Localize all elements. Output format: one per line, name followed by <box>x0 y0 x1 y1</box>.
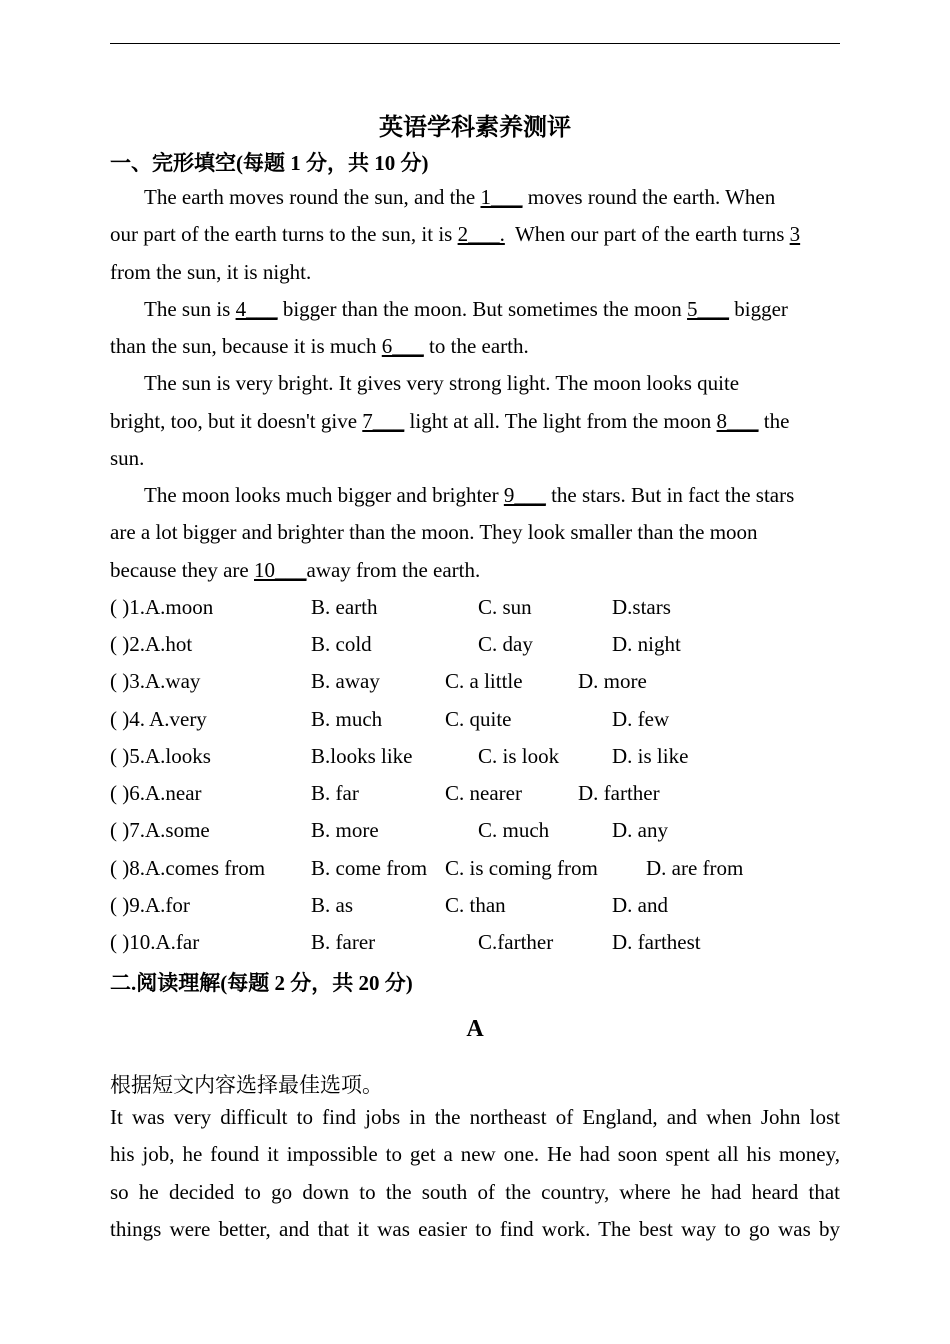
option-d: D. farthest <box>612 930 701 954</box>
option-b: B. earth <box>311 595 378 619</box>
option-c: C. sun <box>478 595 532 619</box>
option-b: B. away <box>311 669 380 693</box>
question-stem: ( )7.A.some <box>110 818 210 842</box>
option-c: C.farther <box>478 930 554 954</box>
question-stem: ( )3.A.way <box>110 669 201 693</box>
reading-line: things were better, and that it was easier to find work. The best way to go was by <box>110 1217 840 1241</box>
option-c: C. day <box>478 632 533 656</box>
question-stem: ( )5.A.looks <box>110 744 211 768</box>
blank: 2___. <box>457 222 505 246</box>
option-c: C. a little <box>445 669 523 693</box>
option-b: B. as <box>311 893 353 917</box>
blank: 3 <box>789 222 801 246</box>
passage-line: sun. <box>110 446 145 470</box>
option-b: B. much <box>311 707 383 731</box>
passage-line: The sun is very bright. It gives very strong light. The moon looks quite <box>144 371 740 395</box>
passage-line: our part of the earth turns to the sun, it is 2___. When our part of the earth turns 3 <box>110 222 801 246</box>
passage-line: from the sun, it is night. <box>110 260 312 284</box>
option-d: D. and <box>612 893 668 917</box>
question-stem: ( )8.A.comes from <box>110 856 266 880</box>
option-b: B. far <box>311 781 359 805</box>
blank: 5___ <box>687 297 730 321</box>
passage-label: A <box>466 1016 484 1042</box>
reading-line: so he decided to go down to the south of the country, where he had heard that <box>110 1180 840 1204</box>
passage-line: The sun is 4___ bigger than the moon. But sometimes the moon 5___ bigger <box>144 297 788 321</box>
page-title: 英语学科素养测评 <box>379 115 571 141</box>
blank: 4___ <box>235 297 278 321</box>
option-d: D.stars <box>612 595 671 619</box>
passage-line: than the sun, because it is much 6___ to the earth. <box>110 334 529 358</box>
question-stem: ( )10.A.far <box>110 930 200 954</box>
option-c: C. nearer <box>445 781 522 805</box>
option-d: D. any <box>612 818 668 842</box>
section-heading-reading: 二.阅读理解(每题 2 分，共 20 分) <box>110 971 413 995</box>
option-d: D. night <box>612 632 681 656</box>
option-b: B. cold <box>311 632 372 656</box>
question-stem: ( )6.A.near <box>110 781 202 805</box>
blank: 6___ <box>381 334 424 358</box>
passage-line: are a lot bigger and brighter than the moon. They look smaller than the moon <box>110 520 758 544</box>
option-b: B.looks like <box>311 744 413 768</box>
option-c: C. quite <box>445 707 512 731</box>
question-stem: ( )1.A.moon <box>110 595 214 619</box>
option-b: B. come from <box>311 856 428 880</box>
passage-line: because they are 10___away from the earth. <box>110 558 481 582</box>
blank: 8___ <box>716 409 759 433</box>
passage-line: bright, too, but it doesn't give 7___ light at all. The light from the moon 8___ the <box>110 409 790 433</box>
option-d: D. farther <box>578 781 660 805</box>
option-d: D. is like <box>612 744 689 768</box>
option-c: C. than <box>445 893 506 917</box>
option-b: B. farer <box>311 930 376 954</box>
option-c: C. is look <box>478 744 560 768</box>
reading-line: his job, he found it impossible to get a new one. He had soon spent all his money, <box>110 1142 840 1166</box>
question-stem: ( )2.A.hot <box>110 632 193 656</box>
question-stem: ( )9.A.for <box>110 893 190 917</box>
option-d: D. are from <box>646 856 744 880</box>
option-d: D. few <box>612 707 670 731</box>
question-stem: ( )4. A.very <box>110 707 207 731</box>
option-d: D. more <box>578 669 647 693</box>
section-heading-cloze: 一、完形填空(每题 1 分，共 10 分) <box>110 151 429 175</box>
blank: 1___ <box>480 185 523 209</box>
option-c: C. is coming from <box>445 856 598 880</box>
blank: 9___ <box>503 483 546 507</box>
passage-line: The earth moves round the sun, and the 1___ moves round the earth. When <box>144 185 776 209</box>
blank: 10___ <box>254 558 307 582</box>
blank: 7___ <box>362 409 405 433</box>
passage-line: The moon looks much bigger and brighter 9___ the stars. But in fact the stars <box>144 483 795 507</box>
option-c: C. much <box>478 818 550 842</box>
reading-line: It was very difficult to find jobs in the northeast of England, and when John lost <box>110 1105 840 1129</box>
option-b: B. more <box>311 818 379 842</box>
header-rule <box>110 43 840 44</box>
instruction-text: 根据短文内容选择最佳选项。 <box>110 1073 383 1097</box>
